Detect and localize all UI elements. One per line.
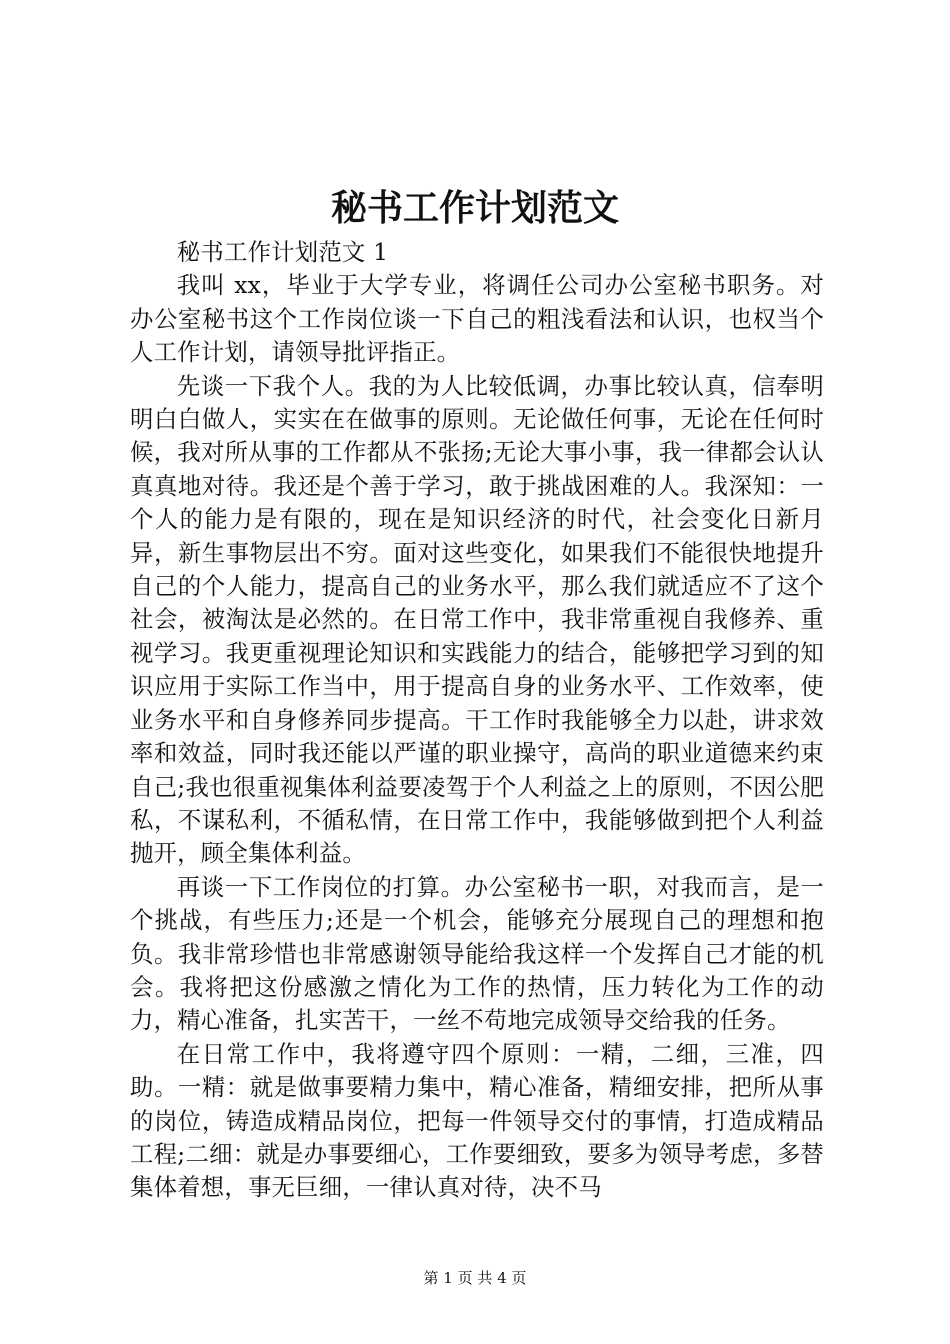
paragraph-heading: 秘书工作计划范文 1 xyxy=(176,238,389,266)
paragraph-job-plan: 再谈一下工作岗位的打算。办公室秘书一职，对我而言，是一个挑战，有些压力;还是一个机会，能够充分展现自己的理想和抱负。我非常珍惜也非常感谢领导能给我这样一个发挥自己才能的机会。我将把这份感激之情化为工作的热情，压力转化为工作的动力，精心准备，扎实苦干，一丝不苟地完成领导交给我的任务。 xyxy=(130,872,824,1035)
document-body xyxy=(130,236,824,1205)
page-footer: 第 1 页 共 4 页 xyxy=(423,1269,527,1287)
paragraph-introduction: 我叫 xx，毕业于大学专业，将调任公司办公室秘书职务。对办公室秘书这个工作岗位谈一下自己的粗浅看法和认识，也权当个人工作计划，请领导批评指正。 xyxy=(130,271,824,367)
document-title: 秘书工作计划范文 xyxy=(330,187,619,229)
paragraph-principles: 在日常工作中，我将遵守四个原则：一精，二细，三准，四助。一精：就是做事要精力集中，精心准备，精细安排，把所从事的岗位，铸造成精品岗位，把每一件领导交付的事情，打造成精品工程;二细：就是办事要细心，工作要细致，要多为领导考虑，多替集体着想，事无巨细，一律认真对待，决不马 xyxy=(130,1039,824,1202)
paragraph-personal: 先谈一下我个人。我的为人比较低调，办事比较认真，信奉明明白白做人，实实在在做事的原则。无论做任何事，无论在任何时候，我对所从事的工作都从不张扬;无论大事小事，我一律都会认认真真地对待。我还是个善于学习，敢于挑战困难的人。我深知：一个人的能力是有限的，现在是知识经济的时代，社会变化日新月异，新生事物层出不穷。面对这些变化，如果我们不能很快地提升自己的个人能力，提高自己的业务水平，那么我们就适应不了这个社会，被淘汰是必然的。在日常工作中，我非常重视自我修养、重视学习。我更重视理论知识和实践能力的结合，能够把学习到的知识应用于实际工作当中，用于提高自身的业务水平、工作效率，使业务水平和自身修养同步提高。干工作时我能够全力以赴，讲求效率和效益，同时我还能以严谨的职业操守，高尚的职业道德来约束自己;我也很重视集体利益要凌驾于个人利益之上的原则，不因公肥私，不谋私利，不循私情，在日常工作中，我能够做到把个人利益抛开，顾全集体利益。 xyxy=(130,371,824,868)
